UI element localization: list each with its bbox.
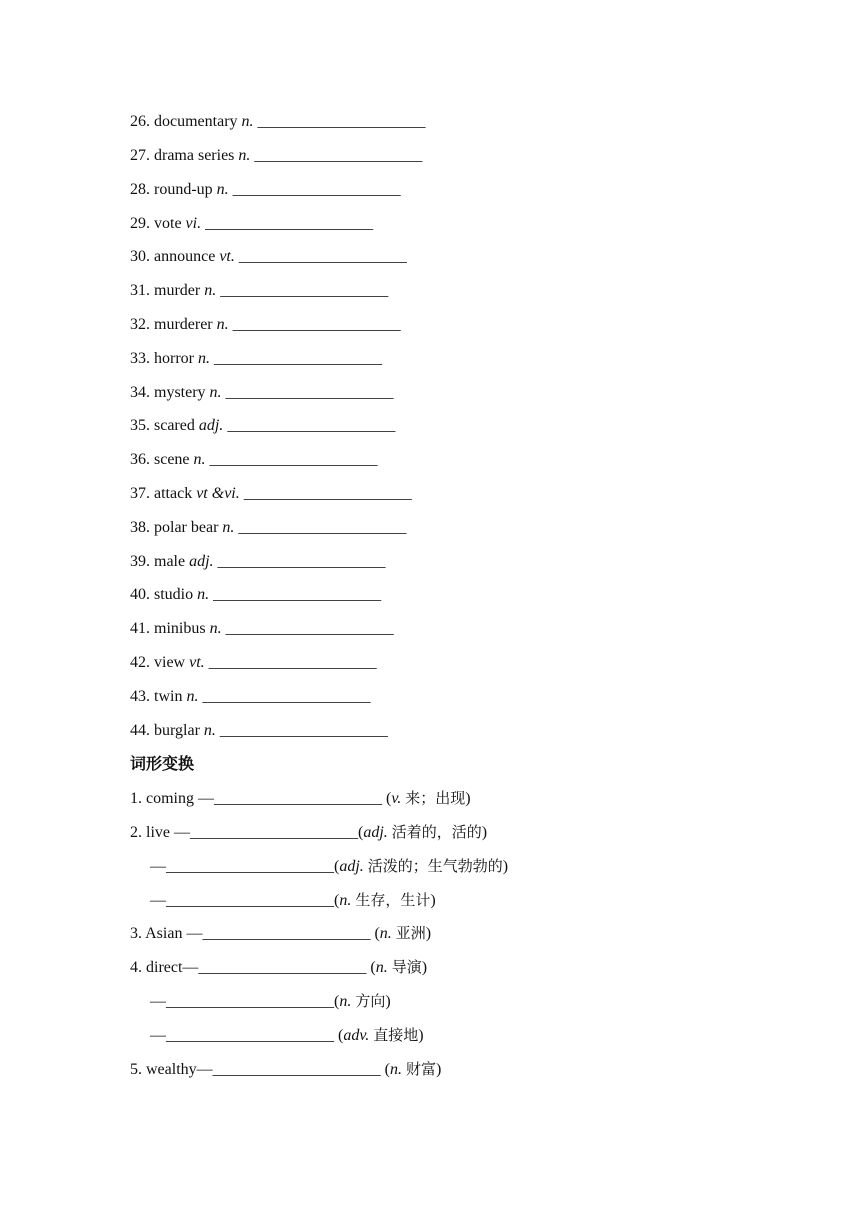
open-paren: ( — [334, 993, 340, 1010]
open-paren: ( — [334, 858, 340, 875]
part-of-speech: adv. — [343, 1027, 370, 1044]
vocab-word: 44. burglar — [130, 722, 200, 739]
transform-item — [150, 990, 391, 1012]
part-of-speech: adj. — [339, 858, 364, 875]
answer-blank[interactable]: _____________________ — [225, 620, 394, 637]
vocab-word: 41. minibus — [130, 620, 206, 637]
answer-blank[interactable]: _____________________ — [217, 553, 386, 570]
answer-blank[interactable]: _____________________ — [166, 1027, 334, 1044]
open-paren: ( — [380, 1061, 390, 1078]
transform-prefix: 1. coming — — [130, 790, 214, 807]
meaning: 来；出现 — [405, 789, 466, 807]
meaning: 亚洲 — [395, 924, 426, 942]
answer-blank[interactable]: _____________________ — [212, 1061, 381, 1078]
transform-item — [130, 922, 431, 944]
vocab-item — [130, 111, 426, 133]
part-of-speech: n. — [339, 993, 352, 1010]
part-of-speech: n. — [389, 1061, 402, 1078]
answer-blank[interactable]: _____________________ — [198, 959, 367, 976]
vocab-item — [130, 145, 422, 167]
part-of-speech: n. — [197, 350, 210, 367]
part-of-speech: adj. — [198, 417, 224, 434]
vocab-word: 32. murderer — [130, 316, 213, 333]
vocab-word: 35. scared — [130, 417, 195, 434]
close-paren: ) — [481, 824, 488, 841]
part-of-speech: vi. — [185, 215, 202, 232]
meaning: 导演 — [391, 958, 422, 976]
vocab-item — [130, 551, 386, 573]
part-of-speech: n. — [339, 892, 352, 909]
vocab-word: 34. mystery — [130, 384, 206, 401]
answer-blank[interactable]: _____________________ — [209, 451, 378, 468]
transform-item — [130, 956, 427, 978]
vocab-item — [130, 415, 395, 437]
meaning: 财富 — [405, 1060, 436, 1078]
transform-prefix: — — [150, 993, 166, 1010]
answer-blank[interactable]: _____________________ — [208, 654, 377, 671]
part-of-speech: v. — [391, 790, 402, 807]
part-of-speech: adj. — [363, 824, 388, 841]
vocab-item — [130, 280, 388, 302]
part-of-speech: n. — [197, 586, 210, 603]
transform-prefix: 5. wealthy— — [130, 1061, 213, 1078]
vocab-word: 31. murder — [130, 282, 201, 299]
open-paren: ( — [370, 925, 380, 942]
close-paren: ) — [425, 925, 432, 942]
vocab-item — [130, 449, 378, 471]
answer-blank[interactable]: _____________________ — [227, 417, 396, 434]
part-of-speech: n. — [241, 113, 254, 130]
part-of-speech: n. — [379, 925, 392, 942]
meaning: 活着的，活的 — [391, 823, 482, 841]
answer-blank[interactable]: _____________________ — [202, 925, 371, 942]
vocab-item — [130, 517, 406, 539]
transform-item — [130, 787, 471, 809]
transform-item — [150, 855, 508, 877]
vocab-item — [130, 652, 377, 674]
part-of-speech: n. — [203, 722, 216, 739]
answer-blank[interactable]: _____________________ — [166, 993, 334, 1010]
transform-prefix: — — [150, 1027, 166, 1044]
vocab-item — [130, 382, 394, 404]
vocab-item — [130, 213, 373, 235]
vocab-item — [130, 179, 401, 201]
vocab-item — [130, 686, 370, 708]
vocab-word: 30. announce — [130, 248, 216, 265]
close-paren: ) — [502, 858, 509, 875]
part-of-speech: vt &vi. — [196, 485, 240, 502]
section-heading: 词形变换 — [130, 754, 195, 773]
part-of-speech: n. — [209, 620, 222, 637]
answer-blank[interactable]: _____________________ — [214, 790, 382, 807]
vocab-word: 37. attack — [130, 485, 193, 502]
answer-blank[interactable]: _____________________ — [254, 147, 423, 164]
open-paren: ( — [334, 892, 340, 909]
answer-blank[interactable]: _____________________ — [205, 215, 374, 232]
transform-item — [130, 1058, 441, 1080]
answer-blank[interactable]: _____________________ — [238, 248, 407, 265]
part-of-speech: n. — [375, 959, 388, 976]
close-paren: ) — [418, 1027, 424, 1044]
close-paren: ) — [385, 993, 391, 1010]
vocab-word: 39. male — [130, 553, 186, 570]
answer-blank[interactable]: _____________________ — [220, 282, 389, 299]
vocab-word: 43. twin — [130, 688, 183, 705]
part-of-speech: n. — [186, 688, 199, 705]
part-of-speech: n. — [209, 384, 222, 401]
answer-blank[interactable]: _____________________ — [190, 824, 358, 841]
open-paren: ( — [382, 790, 392, 807]
part-of-speech: n. — [204, 282, 217, 299]
open-paren: ( — [334, 1027, 344, 1044]
transform-prefix: 2. live — — [130, 824, 190, 841]
transform-prefix: 3. Asian — — [130, 925, 203, 942]
vocab-item — [130, 314, 401, 336]
transform-prefix: 4. direct— — [130, 959, 199, 976]
vocab-word: 42. view — [130, 654, 186, 671]
meaning: 直接地 — [373, 1026, 419, 1044]
answer-blank[interactable]: _____________________ — [243, 485, 412, 502]
answer-blank[interactable]: _____________________ — [257, 113, 426, 130]
answer-blank[interactable]: _____________________ — [166, 858, 334, 875]
answer-blank[interactable]: _____________________ — [213, 586, 382, 603]
answer-blank[interactable]: _____________________ — [219, 722, 388, 739]
vocab-word: 26. documentary — [130, 113, 238, 130]
vocab-item — [130, 618, 394, 640]
open-paren: ( — [358, 824, 364, 841]
transform-item — [150, 1024, 424, 1046]
close-paren: ) — [436, 1061, 442, 1078]
transform-item — [150, 889, 436, 911]
vocab-word: 29. vote — [130, 215, 182, 232]
part-of-speech: adj. — [189, 553, 214, 570]
answer-blank[interactable]: _____________________ — [202, 688, 371, 705]
vocab-word: 33. horror — [130, 350, 194, 367]
answer-blank[interactable]: _____________________ — [225, 384, 394, 401]
vocab-item — [130, 584, 381, 606]
close-paren: ) — [465, 790, 471, 807]
meaning: 生存，生计 — [355, 891, 431, 909]
answer-blank[interactable]: _____________________ — [213, 350, 382, 367]
open-paren: ( — [366, 959, 376, 976]
vocab-item — [130, 348, 382, 370]
part-of-speech: n. — [193, 451, 206, 468]
meaning: 方向 — [355, 992, 386, 1010]
vocab-item — [130, 483, 412, 505]
meaning: 活泼的；生气勃勃的 — [367, 857, 503, 875]
close-paren: ) — [421, 959, 428, 976]
answer-blank[interactable]: _____________________ — [232, 316, 401, 333]
vocab-word: 36. scene — [130, 451, 190, 468]
close-paren: ) — [430, 892, 436, 909]
part-of-speech: n. — [238, 147, 251, 164]
part-of-speech: vt. — [189, 654, 205, 671]
part-of-speech: vt. — [219, 248, 235, 265]
vocab-word: 38. polar bear — [130, 519, 219, 536]
answer-blank[interactable]: _____________________ — [238, 519, 407, 536]
vocab-word: 28. round-up — [130, 181, 213, 198]
vocab-word: 40. studio — [130, 586, 194, 603]
vocab-item — [130, 246, 407, 268]
part-of-speech: n. — [216, 316, 229, 333]
vocab-word: 27. drama series — [130, 147, 235, 164]
answer-blank[interactable]: _____________________ — [166, 892, 334, 909]
transform-item — [130, 821, 487, 843]
transform-prefix: — — [150, 892, 166, 909]
part-of-speech: n. — [216, 181, 229, 198]
part-of-speech: n. — [222, 519, 235, 536]
answer-blank[interactable]: _____________________ — [232, 181, 401, 198]
vocab-item — [130, 720, 388, 742]
transform-prefix: — — [150, 858, 166, 875]
